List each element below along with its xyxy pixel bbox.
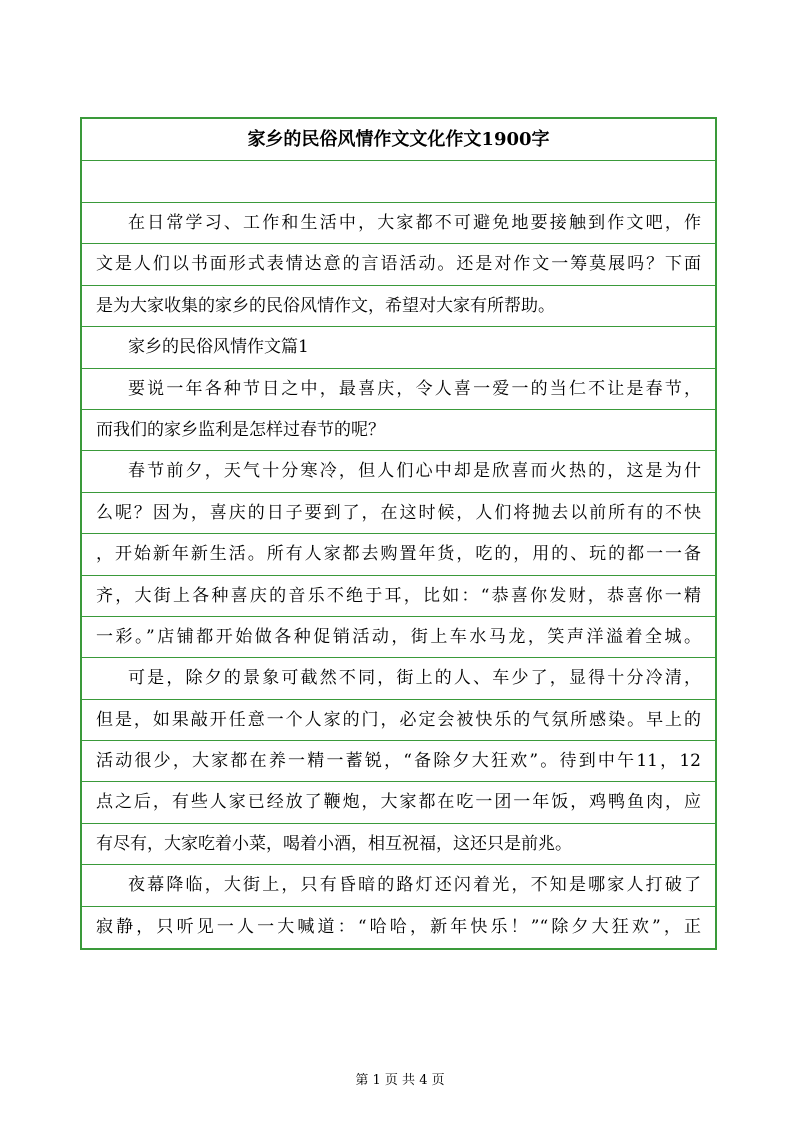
text-line: 一彩。”店铺都开始做各种促销活动，街上车水马龙，笑声洋溢着全城。 xyxy=(82,617,715,658)
text-line: 么呢？因为，喜庆的日子要到了，在这时候，人们将抛去以前所有的不快 xyxy=(82,493,715,534)
text-line: 而我们的家乡监利是怎样过春节的呢？ xyxy=(82,410,715,451)
text-line: 文是人们以书面形式表情达意的言语活动。还是对作文一筹莫展吗？下面 xyxy=(82,244,715,285)
text-line: 夜幕降临，大街上，只有昏暗的路灯还闪着光，不知是哪家人打破了 xyxy=(82,865,715,906)
document-table xyxy=(80,117,717,950)
text-line: 有尽有，大家吃着小菜，喝着小酒，相互祝福，这还只是前兆。 xyxy=(82,824,715,865)
page-number: 第 1 页 共 4 页 xyxy=(355,1073,445,1088)
document-title: 家乡的民俗风情作文文化作文1900字 xyxy=(82,119,715,161)
text-line: ，开始新年新生活。所有人家都去购置年货，吃的，用的、玩的都一一备 xyxy=(82,534,715,575)
text-line: 在日常学习、工作和生活中，大家都不可避免地要接触到作文吧，作 xyxy=(82,203,715,244)
text-line: 但是，如果敲开任意一个人家的门，必定会被快乐的气氛所感染。早上的 xyxy=(82,700,715,741)
text-line: 齐，大街上各种喜庆的音乐不绝于耳，比如：“恭喜你发财，恭喜你一精 xyxy=(82,576,715,617)
text-line: 是为大家收集的家乡的民俗风情作文，希望对大家有所帮助。 xyxy=(82,286,715,327)
text-line: 春节前夕，天气十分寒冷，但人们心中却是欣喜而火热的，这是为什 xyxy=(82,451,715,492)
text-line: 点之后，有些人家已经放了鞭炮，大家都在吃一团一年饭，鸡鸭鱼肉，应 xyxy=(82,782,715,823)
text-line: 要说一年各种节日之中，最喜庆，令人喜一爱一的当仁不让是春节， xyxy=(82,369,715,410)
section-heading: 家乡的民俗风情作文篇1 xyxy=(82,327,715,368)
text-line: 活动很少，大家都在养一精一蓄锐，“备除夕大狂欢”。待到中午11，12 xyxy=(82,741,715,782)
blank-row xyxy=(82,161,715,203)
text-line: 可是，除夕的景象可截然不同，街上的人、车少了，显得十分冷清， xyxy=(82,658,715,699)
text-line: 寂静，只听见一人一大喊道：“哈哈，新年快乐！”“除夕大狂欢”，正 xyxy=(96,916,701,937)
